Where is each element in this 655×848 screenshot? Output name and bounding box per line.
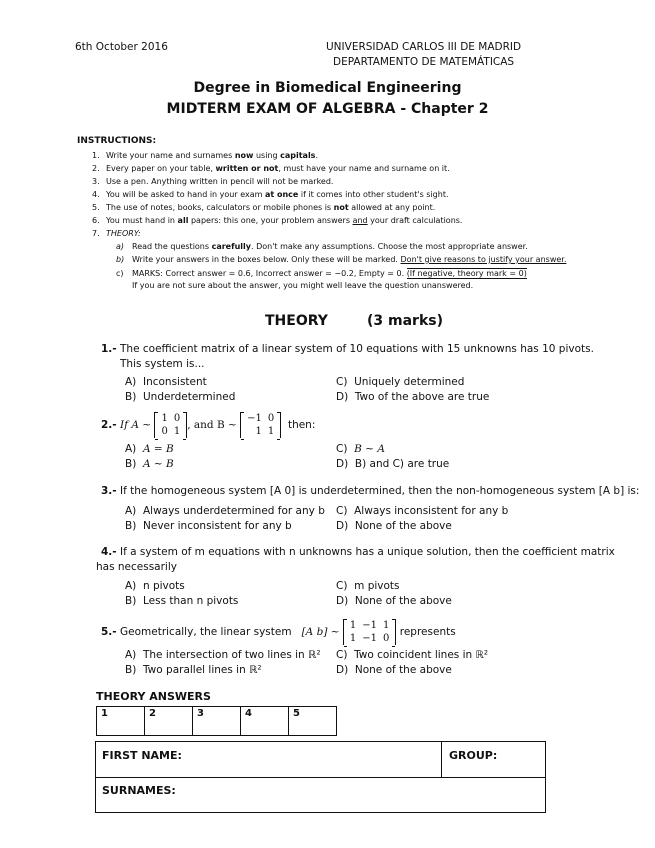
answer-box-3[interactable]: 3	[193, 707, 241, 736]
question-number: 2.-	[101, 419, 117, 431]
surnames-field[interactable]: SURNAMES:	[102, 784, 176, 797]
option-letter: A)	[125, 505, 137, 517]
question-3	[101, 485, 639, 497]
option-text: Uniquely determined	[354, 376, 465, 388]
text: your draft calculations.	[367, 216, 463, 225]
option-3c	[336, 505, 508, 517]
student-info-box	[95, 741, 546, 813]
item-number: 3.	[92, 177, 100, 186]
option-letter: C)	[336, 376, 348, 388]
option-letter: D)	[336, 391, 349, 403]
option-text: None of the above	[354, 595, 452, 607]
text: Write your name and surnames	[106, 151, 235, 160]
text: .	[315, 151, 318, 160]
option-1d	[336, 391, 489, 403]
theory-answers-heading: THEORY ANSWERS	[96, 690, 211, 703]
option-text: None of the above	[354, 664, 452, 676]
option-text: Inconsistent	[142, 376, 207, 388]
bold-text: not	[333, 203, 349, 212]
option-letter: B)	[125, 664, 137, 676]
option-text: Never inconsistent for any b	[143, 520, 292, 532]
option-text: Always inconsistent for any b	[354, 505, 509, 517]
option-letter: D)	[336, 595, 349, 607]
text: , must have your name and surname on it.	[278, 164, 450, 173]
answers-table	[96, 706, 337, 736]
option-2d	[336, 458, 449, 470]
option-3b	[125, 520, 292, 532]
option-2a	[125, 443, 174, 455]
question-2	[101, 412, 315, 438]
underlined-text: and	[352, 216, 368, 225]
bold-text: written or not	[215, 164, 279, 173]
question-1	[101, 343, 594, 355]
question-text: The coefficient matrix of a linear system of 10 equations with 15 unknowns has 10 pivots.	[120, 343, 594, 355]
math-text: , and B ∼	[187, 419, 237, 431]
matrix-a: 1 0 0 1	[154, 412, 187, 438]
bold-text: now	[234, 151, 254, 160]
option-letter: B)	[125, 595, 137, 607]
divider	[441, 742, 442, 777]
option-text: Always underdetermined for any b	[142, 505, 325, 517]
text: If you are not sure about the answer, you might well leave the question unanswered.	[132, 281, 474, 290]
text: You will be asked to hand in your exam	[106, 190, 265, 199]
option-text: The intersection of two lines in ℝ²	[142, 649, 321, 661]
option-letter: D)	[336, 458, 349, 470]
option-letter: C)	[336, 505, 348, 517]
option-letter: B)	[125, 520, 137, 532]
instructions-list	[92, 150, 572, 300]
first-name-field[interactable]: FIRST NAME:	[102, 749, 182, 762]
option-text: None of the above	[354, 520, 452, 532]
department-name: DEPARTAMENTO DE MATEMÁTICAS	[333, 56, 515, 68]
question-text-cont: has necessarily	[96, 561, 177, 573]
option-text: A ∼ B	[143, 458, 174, 470]
option-letter: A)	[125, 443, 137, 455]
option-text: Two parallel lines in ℝ²	[143, 664, 262, 676]
option-4b	[125, 595, 238, 607]
bold-text: carefully	[211, 242, 251, 251]
text: Write your answers in the boxes below. Only these will be marked.	[132, 255, 401, 264]
underlined-text: Don't give reasons to justify your answer.	[400, 255, 567, 264]
answer-box-4[interactable]: 4	[241, 707, 289, 736]
question-text: represents	[399, 626, 456, 638]
item-letter: a)	[116, 242, 125, 251]
degree-title: Degree in Biomedical Engineering	[193, 80, 462, 96]
item-number: 7.	[92, 229, 100, 238]
text: Use a pen. Anything written in pencil will not be marked.	[106, 177, 334, 186]
exam-date: 6th October 2016	[75, 41, 168, 53]
item-letter: c)	[116, 269, 124, 278]
item-number: 4.	[92, 190, 100, 199]
option-text: Less than n pivots	[143, 595, 239, 607]
exam-chapter: - Chapter 2	[395, 101, 489, 117]
option-text: m pivots	[354, 580, 400, 592]
option-1b	[125, 391, 235, 403]
text: allowed at any point.	[348, 203, 436, 212]
option-5b	[125, 664, 262, 676]
option-5a	[125, 649, 321, 661]
option-letter: D)	[336, 664, 349, 676]
text: THEORY:	[106, 229, 141, 238]
question-number: 4.-	[101, 546, 117, 558]
option-text: B ∼ A	[354, 443, 385, 455]
option-2b	[125, 458, 174, 470]
option-1a	[125, 376, 207, 388]
divider	[96, 777, 545, 778]
question-4	[101, 546, 615, 558]
bold-text: capitals	[280, 151, 316, 160]
option-text: Two coincident lines in ℝ²	[354, 649, 489, 661]
option-text: A = B	[142, 443, 174, 455]
option-3a	[125, 505, 325, 517]
question-number: 1.-	[101, 343, 117, 355]
text: Read the questions	[132, 242, 212, 251]
option-text: n pivots	[142, 580, 185, 592]
question-text: then:	[287, 419, 316, 431]
text: . Don't make any assumptions. Choose the most appropriate answer.	[250, 242, 528, 251]
question-text: Geometrically, the linear system	[120, 626, 292, 638]
option-letter: B)	[125, 391, 137, 403]
option-letter: A)	[125, 649, 137, 661]
exam-name: MIDTERM EXAM OF ALGEBRA	[166, 101, 396, 117]
bold-text: all	[177, 216, 189, 225]
option-5d	[336, 664, 452, 676]
option-letter: C)	[336, 443, 348, 455]
option-letter: A)	[125, 580, 137, 592]
option-4d	[336, 595, 452, 607]
option-1c	[336, 376, 464, 388]
text: Every paper on your table,	[106, 164, 216, 173]
question-number: 5.-	[101, 626, 117, 638]
math-text: If A ∼	[120, 419, 152, 431]
question-text: If a system of m equations with n unknowns has a unique solution, then the coefficient matrix	[120, 546, 615, 558]
theory-title: THEORY	[265, 313, 328, 329]
item-number: 5.	[92, 203, 100, 212]
item-letter: b)	[116, 255, 125, 264]
option-letter: A)	[125, 376, 137, 388]
answer-box-1[interactable]: 1	[97, 707, 145, 736]
math-text: [A b] ∼	[301, 626, 340, 638]
bold-text: at once	[264, 190, 299, 199]
text: using	[253, 151, 281, 160]
text: The use of notes, books, calculators or mobile phones is	[106, 203, 334, 212]
answer-box-2[interactable]: 2	[145, 707, 193, 736]
option-letter: B)	[125, 458, 137, 470]
matrix-b: −1 0 1 1	[240, 412, 281, 438]
question-5	[101, 619, 456, 645]
text: MARKS: Correct answer = 0.6, Incorrect answer = −0.2, Empty = 0.	[132, 269, 405, 278]
question-text: If the homogeneous system [A 0] is underdetermined, then the non-homogeneous system [A b] is:	[120, 485, 640, 497]
item-number: 1.	[92, 151, 100, 160]
option-text: Underdetermined	[143, 391, 236, 403]
option-4a	[125, 580, 185, 592]
item-number: 6.	[92, 216, 100, 225]
text: papers: this one, your problem answers	[188, 216, 353, 225]
boxed-note: (If negative, theory mark = 0)	[406, 269, 527, 278]
item-number: 2.	[92, 164, 100, 173]
question-text-cont: This system is...	[120, 358, 205, 370]
option-2c	[336, 443, 385, 455]
answer-box-5[interactable]: 5	[289, 707, 337, 736]
option-text: B) and C) are true	[354, 458, 450, 470]
option-text: Two of the above are true	[354, 391, 490, 403]
question-number: 3.-	[101, 485, 117, 497]
text: You must hand in	[106, 216, 178, 225]
matrix-augmented: 1 −1 1 1 −1 0	[343, 619, 397, 645]
university-name: UNIVERSIDAD CARLOS III DE MADRID	[326, 41, 522, 53]
option-letter: D)	[336, 520, 349, 532]
option-letter: C)	[336, 580, 348, 592]
instructions-heading: INSTRUCTIONS:	[77, 136, 157, 146]
option-letter: C)	[336, 649, 348, 661]
option-4c	[336, 580, 400, 592]
option-5c	[336, 649, 488, 661]
text: if it comes into other student's sight.	[298, 190, 449, 199]
exam-title	[0, 101, 655, 117]
theory-marks: (3 marks)	[367, 313, 443, 329]
option-3d	[336, 520, 452, 532]
group-field[interactable]: GROUP:	[449, 749, 498, 762]
